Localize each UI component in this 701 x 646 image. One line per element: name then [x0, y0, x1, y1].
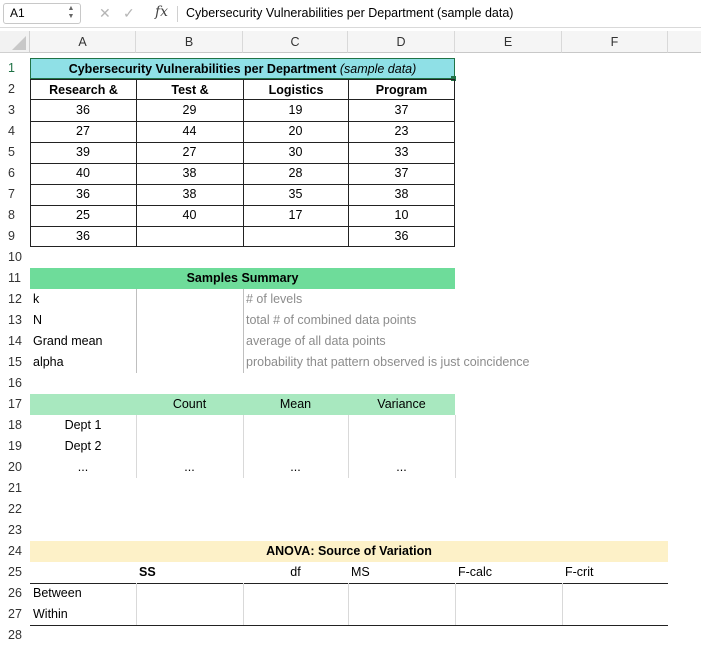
row-header[interactable]: 13	[8, 313, 22, 327]
row-header[interactable]: 19	[8, 439, 22, 453]
row-header[interactable]: 18	[8, 418, 22, 432]
dept-header-cell[interactable]: Logistics	[243, 79, 349, 100]
stats-divider	[455, 415, 456, 478]
data-cell[interactable]: 40	[182, 208, 197, 222]
summary-label[interactable]: k	[33, 292, 40, 306]
anova-divider	[562, 583, 563, 625]
row-header[interactable]: 28	[8, 628, 22, 642]
name-box-stepper-icon[interactable]: ▲ ▼	[67, 5, 75, 20]
summary-label[interactable]: alpha	[33, 355, 64, 369]
name-box-value: A1	[10, 6, 25, 20]
data-cell[interactable]: 20	[288, 124, 303, 138]
anova-divider	[348, 583, 349, 625]
samples-summary-header[interactable]: Samples Summary	[30, 268, 455, 289]
anova-row-label[interactable]: Within	[33, 607, 68, 621]
summary-label[interactable]: Grand mean	[33, 334, 103, 348]
stats-divider	[136, 415, 137, 478]
row-header[interactable]: 8	[8, 208, 15, 222]
row-header[interactable]: 20	[8, 460, 22, 474]
data-cell[interactable]	[243, 226, 348, 247]
stats-ellipsis[interactable]: ...	[290, 460, 301, 474]
row-header[interactable]: 4	[8, 124, 15, 138]
column-header-f[interactable]: F	[562, 31, 668, 53]
data-cell[interactable]: 36	[76, 187, 90, 201]
column-header-g[interactable]	[668, 31, 701, 53]
row-header[interactable]: 22	[8, 502, 22, 516]
summary-note[interactable]: probability that pattern observed is just coincidence	[246, 355, 530, 369]
row-header[interactable]: 1	[8, 61, 15, 75]
row-header[interactable]: 25	[8, 565, 22, 579]
anova-row-label[interactable]: Between	[33, 586, 82, 600]
data-cell[interactable]: 27	[76, 124, 90, 138]
data-cell[interactable]: 37	[394, 103, 409, 117]
row-header[interactable]: 2	[8, 82, 15, 96]
data-cell[interactable]: 30	[288, 145, 303, 159]
row-header[interactable]: 17	[8, 397, 22, 411]
row-header[interactable]: 15	[8, 355, 22, 369]
summary-note[interactable]: # of levels	[246, 292, 303, 306]
data-cell[interactable]: 27	[182, 145, 197, 159]
row-header[interactable]: 5	[8, 145, 15, 159]
column-header-c[interactable]: C	[243, 31, 348, 53]
anova-divider	[243, 583, 244, 625]
row-header[interactable]: 11	[8, 271, 21, 285]
data-cell[interactable]: 38	[182, 166, 197, 180]
data-cell[interactable]: 25	[76, 208, 90, 222]
anova-col-df[interactable]: df	[290, 565, 301, 579]
stats-header-count[interactable]: Count	[172, 397, 207, 411]
data-cell[interactable]: 44	[182, 124, 197, 138]
row-header[interactable]: 23	[8, 523, 22, 537]
row-header[interactable]: 24	[8, 544, 22, 558]
data-cell[interactable]: 17	[288, 208, 303, 222]
dept-header-cell[interactable]: Test &	[136, 79, 244, 100]
column-header-b[interactable]: B	[136, 31, 243, 53]
stats-ellipsis[interactable]: ...	[396, 460, 407, 474]
insert-function-icon[interactable]: fx	[155, 4, 169, 20]
row-header[interactable]: 6	[8, 166, 15, 180]
formula-separator	[177, 6, 178, 22]
data-cell[interactable]: 36	[76, 103, 90, 117]
data-cell[interactable]: 39	[76, 145, 90, 159]
data-cell[interactable]: 37	[394, 166, 409, 180]
stats-row-label[interactable]: Dept 2	[64, 439, 102, 453]
row-header[interactable]: 3	[8, 103, 15, 117]
data-cell[interactable]: 19	[288, 103, 303, 117]
anova-col-ms[interactable]: MS	[351, 565, 370, 579]
data-cell[interactable]: 29	[182, 103, 197, 117]
data-cell[interactable]: 35	[288, 187, 303, 201]
row-header[interactable]: 14	[8, 334, 22, 348]
row-header[interactable]: 10	[8, 250, 22, 264]
summary-label[interactable]: N	[33, 313, 43, 327]
anova-divider	[455, 583, 456, 625]
row-header[interactable]: 12	[8, 292, 22, 306]
row-header[interactable]: 27	[8, 607, 22, 621]
stats-header-mean[interactable]: Mean	[279, 397, 312, 411]
data-cell[interactable]: 40	[76, 166, 90, 180]
data-cell[interactable]: 38	[394, 187, 409, 201]
stats-ellipsis[interactable]: ...	[184, 460, 195, 474]
data-cell[interactable]: 36	[394, 229, 409, 243]
data-cell[interactable]: 38	[182, 187, 197, 201]
dept-header-cell[interactable]: Research &	[30, 79, 137, 100]
row-header[interactable]: 7	[8, 187, 15, 201]
stats-row-label[interactable]: ...	[77, 460, 89, 474]
stats-divider	[348, 415, 349, 478]
data-cell[interactable]	[136, 226, 243, 247]
cancel-icon[interactable]: ✕	[99, 5, 111, 21]
anova-header[interactable]: ANOVA: Source of Variation	[30, 541, 668, 562]
summary-note[interactable]: average of all data points	[246, 334, 386, 348]
data-cell[interactable]: 33	[394, 145, 409, 159]
summary-note[interactable]: total # of combined data points	[246, 313, 417, 327]
anova-divider	[136, 583, 137, 625]
title-italic-text: (sample data)	[339, 62, 417, 76]
column-header-a[interactable]: A	[30, 31, 136, 53]
anova-col-ss[interactable]: SS	[139, 565, 156, 579]
anova-col-fcrit[interactable]: F-crit	[565, 565, 594, 579]
title-cell[interactable]	[30, 58, 455, 79]
data-cell[interactable]: 23	[394, 124, 409, 138]
title-text: Cybersecurity Vulnerabilities per Department	[68, 62, 340, 76]
row-header[interactable]: 21	[8, 481, 22, 495]
dept-header-cell[interactable]: Program	[348, 79, 455, 100]
data-cell[interactable]: 10	[394, 208, 409, 222]
row-header[interactable]: 9	[8, 229, 15, 243]
column-header-d[interactable]: D	[348, 31, 455, 53]
anova-rule	[30, 625, 668, 626]
row-header[interactable]: 26	[8, 586, 22, 600]
row-header[interactable]: 16	[8, 376, 22, 390]
stats-divider	[243, 415, 244, 478]
stats-header-variance[interactable]: Variance	[377, 397, 426, 411]
anova-col-fcalc[interactable]: F-calc	[458, 565, 493, 579]
summary-input-divider	[136, 289, 137, 373]
data-cell[interactable]: 28	[288, 166, 303, 180]
checkmark-icon[interactable]: ✓	[123, 5, 135, 21]
data-cell[interactable]: 36	[76, 229, 90, 243]
formula-input[interactable]: Cybersecurity Vulnerabilities per Department (sample data)	[186, 6, 514, 20]
column-header-e[interactable]: E	[455, 31, 562, 53]
stats-row-label[interactable]: Dept 1	[64, 418, 102, 432]
select-all-triangle-icon	[12, 36, 26, 50]
